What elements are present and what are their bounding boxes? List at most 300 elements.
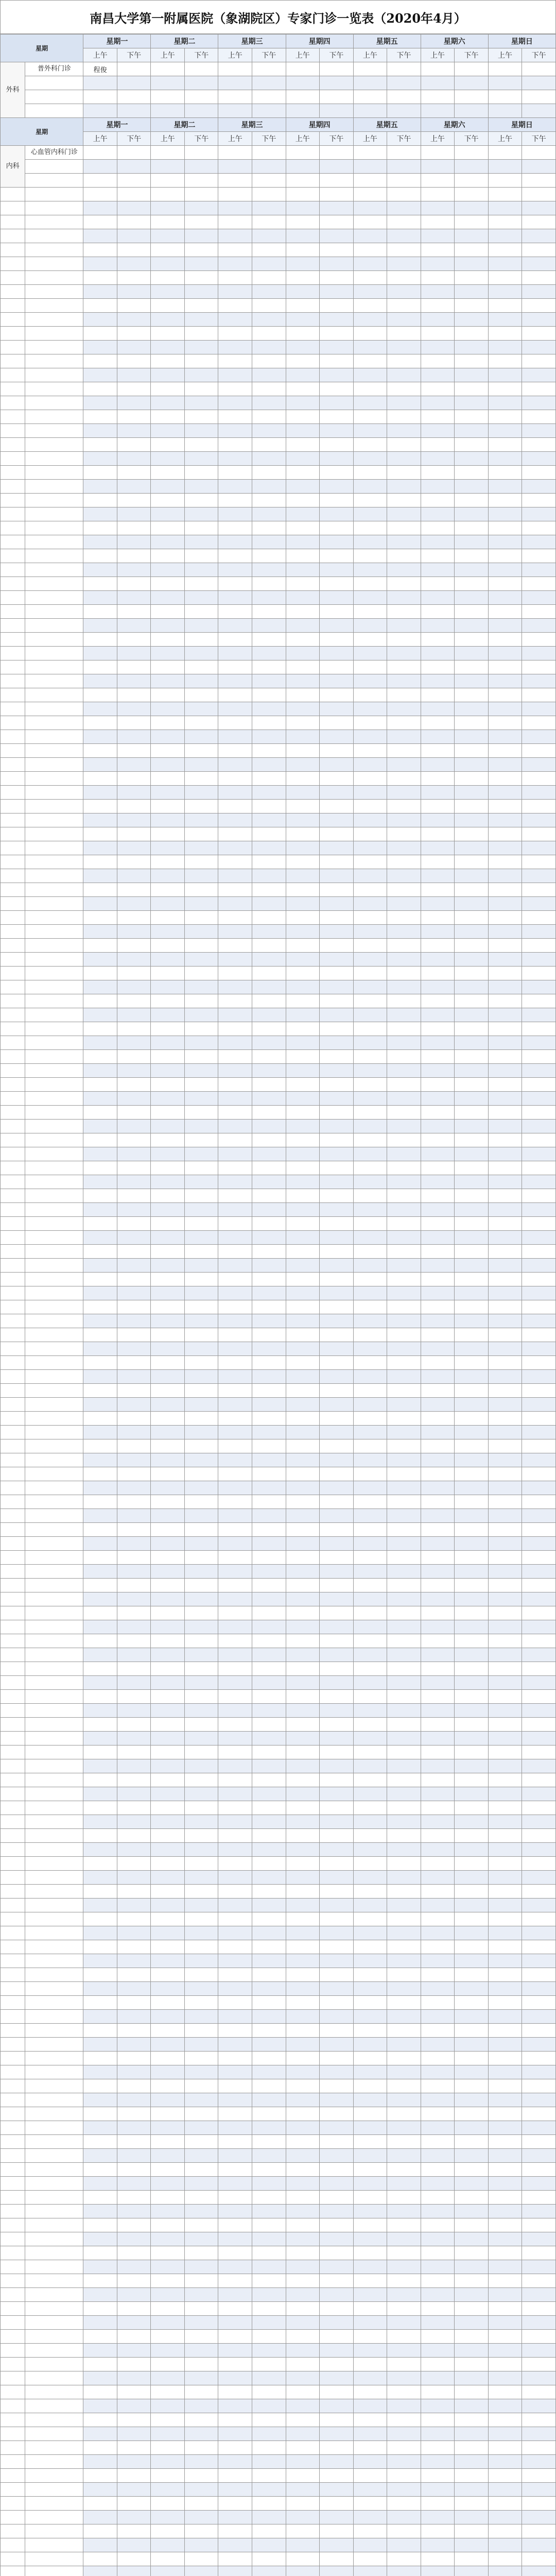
empty-cell	[320, 2191, 354, 2205]
empty-cell	[353, 438, 387, 452]
empty-cell	[252, 1203, 286, 1217]
empty-cell	[117, 341, 151, 354]
empty-cell	[151, 2316, 185, 2330]
empty-cell	[151, 2538, 185, 2552]
empty-cell	[1, 619, 25, 633]
empty-cell	[421, 1620, 455, 1634]
empty-cell	[387, 591, 421, 605]
empty-cell	[218, 1481, 252, 1495]
empty-cell	[25, 2483, 83, 2497]
doctor-slot	[522, 76, 556, 90]
empty-cell	[488, 1634, 522, 1648]
empty-cell	[387, 1579, 421, 1592]
empty-cell	[83, 1133, 117, 1147]
empty-cell	[218, 368, 252, 382]
empty-cell	[286, 2163, 320, 2177]
empty-cell	[184, 1718, 218, 1732]
empty-cell	[252, 2218, 286, 2232]
empty-cell	[252, 1787, 286, 1801]
empty-cell	[387, 1217, 421, 1231]
empty-cell	[151, 1231, 185, 1245]
empty-cell	[218, 869, 252, 883]
empty-cell	[83, 1161, 117, 1175]
empty-row	[1, 2205, 556, 2218]
doctor-slot	[184, 90, 218, 104]
empty-cell	[353, 2232, 387, 2246]
empty-cell	[117, 1092, 151, 1106]
empty-cell	[455, 1759, 489, 1773]
empty-cell	[83, 1078, 117, 1092]
empty-cell	[455, 1940, 489, 1954]
empty-cell	[1, 2497, 25, 2511]
empty-cell	[320, 354, 354, 368]
empty-cell	[387, 2135, 421, 2149]
empty-cell	[387, 1968, 421, 1982]
empty-cell	[151, 2274, 185, 2288]
empty-cell	[218, 2483, 252, 2497]
clinic-cell	[25, 104, 83, 118]
empty-cell	[1, 2260, 25, 2274]
empty-cell	[117, 994, 151, 1008]
empty-cell	[455, 1676, 489, 1690]
empty-cell	[387, 1829, 421, 1843]
empty-cell	[522, 1537, 556, 1551]
empty-row	[1, 1092, 556, 1106]
empty-cell	[25, 2121, 83, 2135]
empty-cell	[387, 424, 421, 438]
empty-cell	[117, 605, 151, 619]
empty-row	[1, 2413, 556, 2427]
empty-cell	[522, 2177, 556, 2191]
empty-cell	[25, 1676, 83, 1690]
empty-cell	[184, 855, 218, 869]
empty-cell	[353, 1648, 387, 1662]
empty-cell	[252, 396, 286, 410]
empty-cell	[25, 1634, 83, 1648]
empty-cell	[151, 1801, 185, 1815]
empty-cell	[184, 2149, 218, 2163]
empty-cell	[522, 215, 556, 229]
empty-cell	[455, 1273, 489, 1286]
empty-cell	[320, 1662, 354, 1676]
empty-cell	[184, 883, 218, 897]
empty-cell	[184, 201, 218, 215]
empty-cell	[455, 1370, 489, 1384]
empty-cell	[117, 1829, 151, 1843]
empty-cell	[1, 229, 25, 243]
empty-cell	[218, 2065, 252, 2079]
empty-cell	[353, 1231, 387, 1245]
empty-cell	[522, 980, 556, 994]
empty-cell	[387, 563, 421, 577]
empty-cell	[151, 1064, 185, 1078]
empty-row	[1, 1606, 556, 1620]
doctor-slot	[488, 160, 522, 174]
empty-cell	[83, 2260, 117, 2274]
empty-cell	[25, 299, 83, 313]
empty-cell	[522, 507, 556, 521]
empty-cell	[421, 744, 455, 758]
empty-cell	[117, 1551, 151, 1565]
empty-cell	[184, 1120, 218, 1133]
empty-cell	[488, 1509, 522, 1523]
empty-cell	[1, 1899, 25, 1912]
empty-cell	[151, 1175, 185, 1189]
empty-cell	[387, 368, 421, 382]
empty-cell	[387, 1954, 421, 1968]
empty-cell	[353, 1175, 387, 1189]
empty-cell	[83, 188, 117, 201]
empty-cell	[151, 2497, 185, 2511]
empty-cell	[488, 605, 522, 619]
empty-cell	[488, 2302, 522, 2316]
empty-cell	[83, 2316, 117, 2330]
empty-cell	[387, 786, 421, 800]
empty-cell	[184, 1439, 218, 1453]
empty-cell	[83, 201, 117, 215]
empty-cell	[522, 2191, 556, 2205]
empty-cell	[117, 925, 151, 939]
empty-cell	[25, 925, 83, 939]
empty-cell	[522, 1662, 556, 1676]
empty-cell	[522, 382, 556, 396]
empty-cell	[25, 1579, 83, 1592]
empty-cell	[117, 2010, 151, 2024]
empty-cell	[320, 2427, 354, 2441]
empty-cell	[320, 466, 354, 480]
empty-cell	[455, 2413, 489, 2427]
empty-cell	[455, 1523, 489, 1537]
empty-cell	[25, 883, 83, 897]
empty-cell	[151, 1259, 185, 1273]
empty-cell	[218, 2344, 252, 2358]
empty-cell	[117, 424, 151, 438]
empty-cell	[488, 2566, 522, 2576]
empty-cell	[117, 1676, 151, 1690]
empty-cell	[387, 2385, 421, 2399]
empty-cell	[320, 494, 354, 507]
empty-cell	[117, 2038, 151, 2052]
empty-cell	[320, 2052, 354, 2065]
empty-cell	[387, 1996, 421, 2010]
empty-cell	[522, 1370, 556, 1384]
empty-row	[1, 827, 556, 841]
empty-cell	[25, 1801, 83, 1815]
empty-cell	[218, 730, 252, 744]
empty-cell	[1, 702, 25, 716]
empty-cell	[218, 855, 252, 869]
empty-cell	[252, 1412, 286, 1426]
empty-cell	[218, 2552, 252, 2566]
empty-cell	[455, 2065, 489, 2079]
empty-cell	[421, 855, 455, 869]
empty-cell	[184, 2093, 218, 2107]
empty-cell	[387, 994, 421, 1008]
empty-cell	[25, 1064, 83, 1078]
empty-cell	[387, 229, 421, 243]
empty-row	[1, 1467, 556, 1481]
empty-cell	[117, 939, 151, 953]
empty-cell	[320, 619, 354, 633]
empty-row	[1, 786, 556, 800]
empty-cell	[184, 925, 218, 939]
doctor-slot	[218, 104, 252, 118]
empty-cell	[117, 1982, 151, 1996]
empty-cell	[252, 1217, 286, 1231]
empty-cell	[522, 2358, 556, 2371]
empty-cell	[117, 2358, 151, 2371]
empty-cell	[522, 1495, 556, 1509]
empty-row	[1, 2065, 556, 2079]
empty-cell	[1, 897, 25, 911]
empty-cell	[455, 2121, 489, 2135]
empty-cell	[286, 897, 320, 911]
empty-cell	[83, 660, 117, 674]
empty-cell	[218, 841, 252, 855]
empty-cell	[1, 2135, 25, 2149]
empty-cell	[353, 1300, 387, 1314]
empty-cell	[320, 1509, 354, 1523]
empty-cell	[1, 2524, 25, 2538]
empty-cell	[252, 841, 286, 855]
empty-cell	[455, 1439, 489, 1453]
empty-row	[1, 438, 556, 452]
empty-cell	[387, 716, 421, 730]
empty-cell	[25, 1912, 83, 1926]
empty-cell	[455, 1926, 489, 1940]
empty-cell	[522, 2246, 556, 2260]
empty-cell	[387, 1551, 421, 1565]
empty-cell	[1, 2163, 25, 2177]
empty-cell	[25, 814, 83, 827]
empty-cell	[320, 633, 354, 647]
empty-cell	[488, 1759, 522, 1773]
empty-cell	[25, 2385, 83, 2399]
empty-cell	[353, 1745, 387, 1759]
empty-cell	[455, 1704, 489, 1718]
empty-cell	[488, 939, 522, 953]
empty-cell	[488, 1926, 522, 1940]
empty-cell	[184, 841, 218, 855]
empty-cell	[320, 480, 354, 494]
empty-cell	[387, 1481, 421, 1495]
empty-cell	[83, 1328, 117, 1342]
empty-cell	[25, 1690, 83, 1704]
empty-cell	[83, 2371, 117, 2385]
empty-cell	[25, 2469, 83, 2483]
empty-cell	[320, 368, 354, 382]
empty-cell	[320, 911, 354, 925]
empty-cell	[387, 1398, 421, 1412]
empty-row	[1, 494, 556, 507]
empty-cell	[117, 660, 151, 674]
empty-cell	[25, 1829, 83, 1843]
morning-header: 上午	[83, 132, 117, 146]
empty-cell	[320, 2024, 354, 2038]
empty-cell	[455, 1092, 489, 1106]
empty-cell	[286, 2413, 320, 2427]
empty-cell	[252, 605, 286, 619]
empty-cell	[252, 2079, 286, 2093]
empty-row	[1, 507, 556, 521]
empty-cell	[320, 1231, 354, 1245]
empty-cell	[25, 980, 83, 994]
empty-cell	[353, 744, 387, 758]
empty-cell	[117, 730, 151, 744]
empty-cell	[353, 827, 387, 841]
empty-cell	[455, 1147, 489, 1161]
empty-cell	[353, 243, 387, 257]
empty-cell	[1, 410, 25, 424]
empty-cell	[286, 633, 320, 647]
empty-cell	[488, 772, 522, 786]
empty-cell	[25, 1189, 83, 1203]
empty-cell	[218, 994, 252, 1008]
empty-cell	[488, 2163, 522, 2177]
empty-cell	[184, 674, 218, 688]
empty-cell	[320, 1954, 354, 1968]
doctor-slot	[184, 76, 218, 90]
empty-cell	[1, 1579, 25, 1592]
empty-cell	[421, 1801, 455, 1815]
empty-cell	[83, 1940, 117, 1954]
empty-cell	[252, 827, 286, 841]
empty-cell	[286, 549, 320, 563]
empty-cell	[117, 1203, 151, 1217]
empty-cell	[117, 1579, 151, 1592]
empty-cell	[184, 660, 218, 674]
empty-cell	[421, 2010, 455, 2024]
empty-cell	[218, 563, 252, 577]
empty-cell	[387, 2177, 421, 2191]
empty-cell	[286, 1537, 320, 1551]
empty-cell	[218, 507, 252, 521]
empty-cell	[252, 271, 286, 285]
empty-cell	[286, 1954, 320, 1968]
empty-cell	[252, 1426, 286, 1439]
empty-cell	[421, 285, 455, 299]
empty-cell	[522, 1899, 556, 1912]
empty-cell	[117, 521, 151, 535]
empty-row	[1, 1843, 556, 1857]
empty-cell	[1, 2316, 25, 2330]
empty-cell	[522, 1509, 556, 1523]
empty-cell	[1, 549, 25, 563]
empty-cell	[455, 563, 489, 577]
empty-cell	[252, 2205, 286, 2218]
empty-cell	[151, 1189, 185, 1203]
empty-cell	[117, 1398, 151, 1412]
empty-cell	[488, 466, 522, 480]
empty-cell	[184, 452, 218, 466]
empty-cell	[387, 1328, 421, 1342]
empty-cell	[522, 2427, 556, 2441]
empty-cell	[320, 1773, 354, 1787]
empty-cell	[455, 716, 489, 730]
empty-cell	[387, 1926, 421, 1940]
empty-cell	[286, 2524, 320, 2538]
empty-cell	[25, 1314, 83, 1328]
empty-cell	[488, 716, 522, 730]
empty-cell	[117, 1912, 151, 1926]
empty-cell	[25, 1648, 83, 1662]
empty-cell	[522, 2302, 556, 2316]
empty-cell	[522, 1801, 556, 1815]
empty-cell	[151, 2163, 185, 2177]
empty-cell	[421, 1982, 455, 1996]
empty-cell	[25, 2038, 83, 2052]
morning-header: 上午	[286, 132, 320, 146]
empty-cell	[455, 688, 489, 702]
empty-cell	[117, 2093, 151, 2107]
empty-cell	[353, 2024, 387, 2038]
empty-cell	[286, 2107, 320, 2121]
empty-cell	[421, 2413, 455, 2427]
empty-cell	[252, 2427, 286, 2441]
empty-cell	[184, 466, 218, 480]
empty-cell	[83, 1022, 117, 1036]
empty-cell	[184, 2024, 218, 2038]
empty-cell	[151, 438, 185, 452]
empty-cell	[320, 2205, 354, 2218]
empty-cell	[25, 1592, 83, 1606]
empty-row	[1, 1133, 556, 1147]
empty-cell	[1, 1885, 25, 1899]
empty-cell	[218, 1328, 252, 1342]
empty-cell	[25, 2302, 83, 2316]
empty-row	[1, 535, 556, 549]
empty-cell	[522, 827, 556, 841]
empty-row	[1, 1286, 556, 1300]
empty-cell	[421, 1092, 455, 1106]
empty-cell	[117, 2302, 151, 2316]
empty-cell	[1, 1398, 25, 1412]
empty-cell	[353, 1704, 387, 1718]
empty-cell	[83, 911, 117, 925]
empty-cell	[387, 188, 421, 201]
empty-cell	[353, 1968, 387, 1982]
empty-cell	[522, 2010, 556, 2024]
empty-cell	[455, 2566, 489, 2576]
empty-cell	[184, 229, 218, 243]
empty-cell	[353, 1940, 387, 1954]
doctor-slot	[488, 90, 522, 104]
empty-cell	[151, 1565, 185, 1579]
empty-cell	[1, 563, 25, 577]
afternoon-header: 下午	[387, 48, 421, 62]
empty-cell	[184, 1314, 218, 1328]
empty-cell	[25, 660, 83, 674]
empty-cell	[218, 1926, 252, 1940]
empty-cell	[421, 243, 455, 257]
empty-cell	[455, 994, 489, 1008]
empty-row	[1, 480, 556, 494]
empty-row	[1, 772, 556, 786]
empty-cell	[421, 1996, 455, 2010]
empty-cell	[184, 2385, 218, 2399]
empty-cell	[25, 1036, 83, 1050]
empty-cell	[455, 535, 489, 549]
empty-cell	[117, 1565, 151, 1579]
empty-cell	[252, 2511, 286, 2524]
empty-cell	[320, 1551, 354, 1565]
empty-cell	[184, 1857, 218, 1871]
empty-cell	[421, 2469, 455, 2483]
empty-row	[1, 869, 556, 883]
empty-cell	[25, 827, 83, 841]
empty-cell	[421, 1245, 455, 1259]
empty-cell	[218, 1565, 252, 1579]
